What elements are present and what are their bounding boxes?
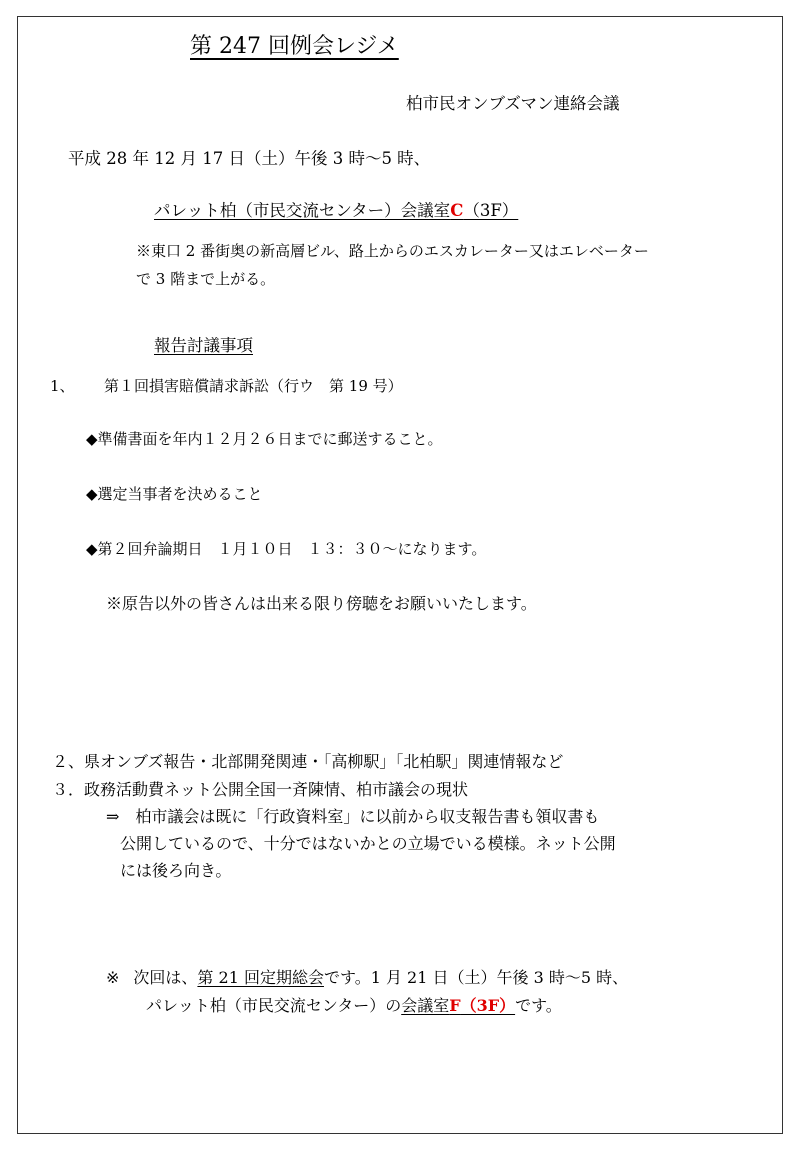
title-text: 第 247 回例会レジメ [190, 34, 399, 59]
next-meeting-intro: 次回は、 [133, 968, 198, 987]
next-meeting-mark: ※ [106, 968, 120, 987]
next-meeting-closing: です。 [515, 996, 562, 1015]
item2: ２、県オンブズ報告・北部開発関連・「高柳駅」「北柏駅」関連情報など [52, 752, 564, 771]
next-meeting-room-label: 会議室 [401, 996, 450, 1015]
venue-room-letter: C [450, 201, 464, 220]
page-border [17, 16, 783, 1134]
next-meeting-room [401, 996, 515, 1015]
item3-detail-line2: 公開しているので、十分ではないかとの立場でいる模様。ネット公開 [120, 834, 616, 853]
item3-detail-line1: ⇒ 柏市議会は既に「行政資料室」に以前から収支報告書も領収書も [106, 807, 600, 826]
next-meeting-floor: （3F） [460, 996, 516, 1015]
venue-note-line1: ※東口 2 番街奥の新高層ビル、路上からのエスカレーター又はエレベーター [136, 242, 649, 260]
meeting-datetime: 平成 28 年 12 月 17 日（土）午後 3 時～5 時、 [68, 149, 431, 168]
item1-title: 第１回損害賠償請求訴訟（行ウ 第 19 号） [104, 377, 403, 395]
next-meeting-room-letter: F [449, 996, 461, 1015]
venue-floor: （3F） [463, 201, 519, 220]
next-meeting-datetime: です。1 月 21 日（土）午後 3 時～5 時、 [323, 968, 629, 987]
venue-prefix: パレット柏（市民交流センター）会議室 [154, 201, 451, 220]
next-meeting-line2 [146, 996, 562, 1015]
item1-note: ※原告以外の皆さんは出来る限り傍聴をお願いいたします。 [106, 594, 537, 613]
venue-note-line2: で 3 階まで上がる。 [136, 270, 276, 288]
next-meeting-venue: パレット柏（市民交流センター）の [146, 996, 402, 1015]
organization-name: 柏市民オンブズマン連絡会議 [406, 94, 620, 113]
item1-number: 1、 [50, 377, 75, 395]
item3-detail-line3: には後ろ向き。 [120, 861, 232, 880]
agenda-heading: 報告討議事項 [154, 336, 253, 355]
item1-bullet-1: ◆準備書面を年内１２月２６日までに郵送すること。 [86, 430, 443, 448]
next-meeting-line1 [106, 968, 628, 987]
venue-line [154, 201, 528, 221]
item3-title: ３．政務活動費ネット公開全国一斉陳情、柏市議会の現状 [52, 780, 469, 799]
item1-bullet-3: ◆第２回弁論期日 １月１０日 １３：３０～になります。 [86, 540, 487, 558]
item1-bullet-2: ◆選定当事者を決めること [86, 485, 263, 503]
page-title [164, 34, 405, 60]
next-meeting-name: 第 21 回定期総会 [197, 968, 324, 987]
